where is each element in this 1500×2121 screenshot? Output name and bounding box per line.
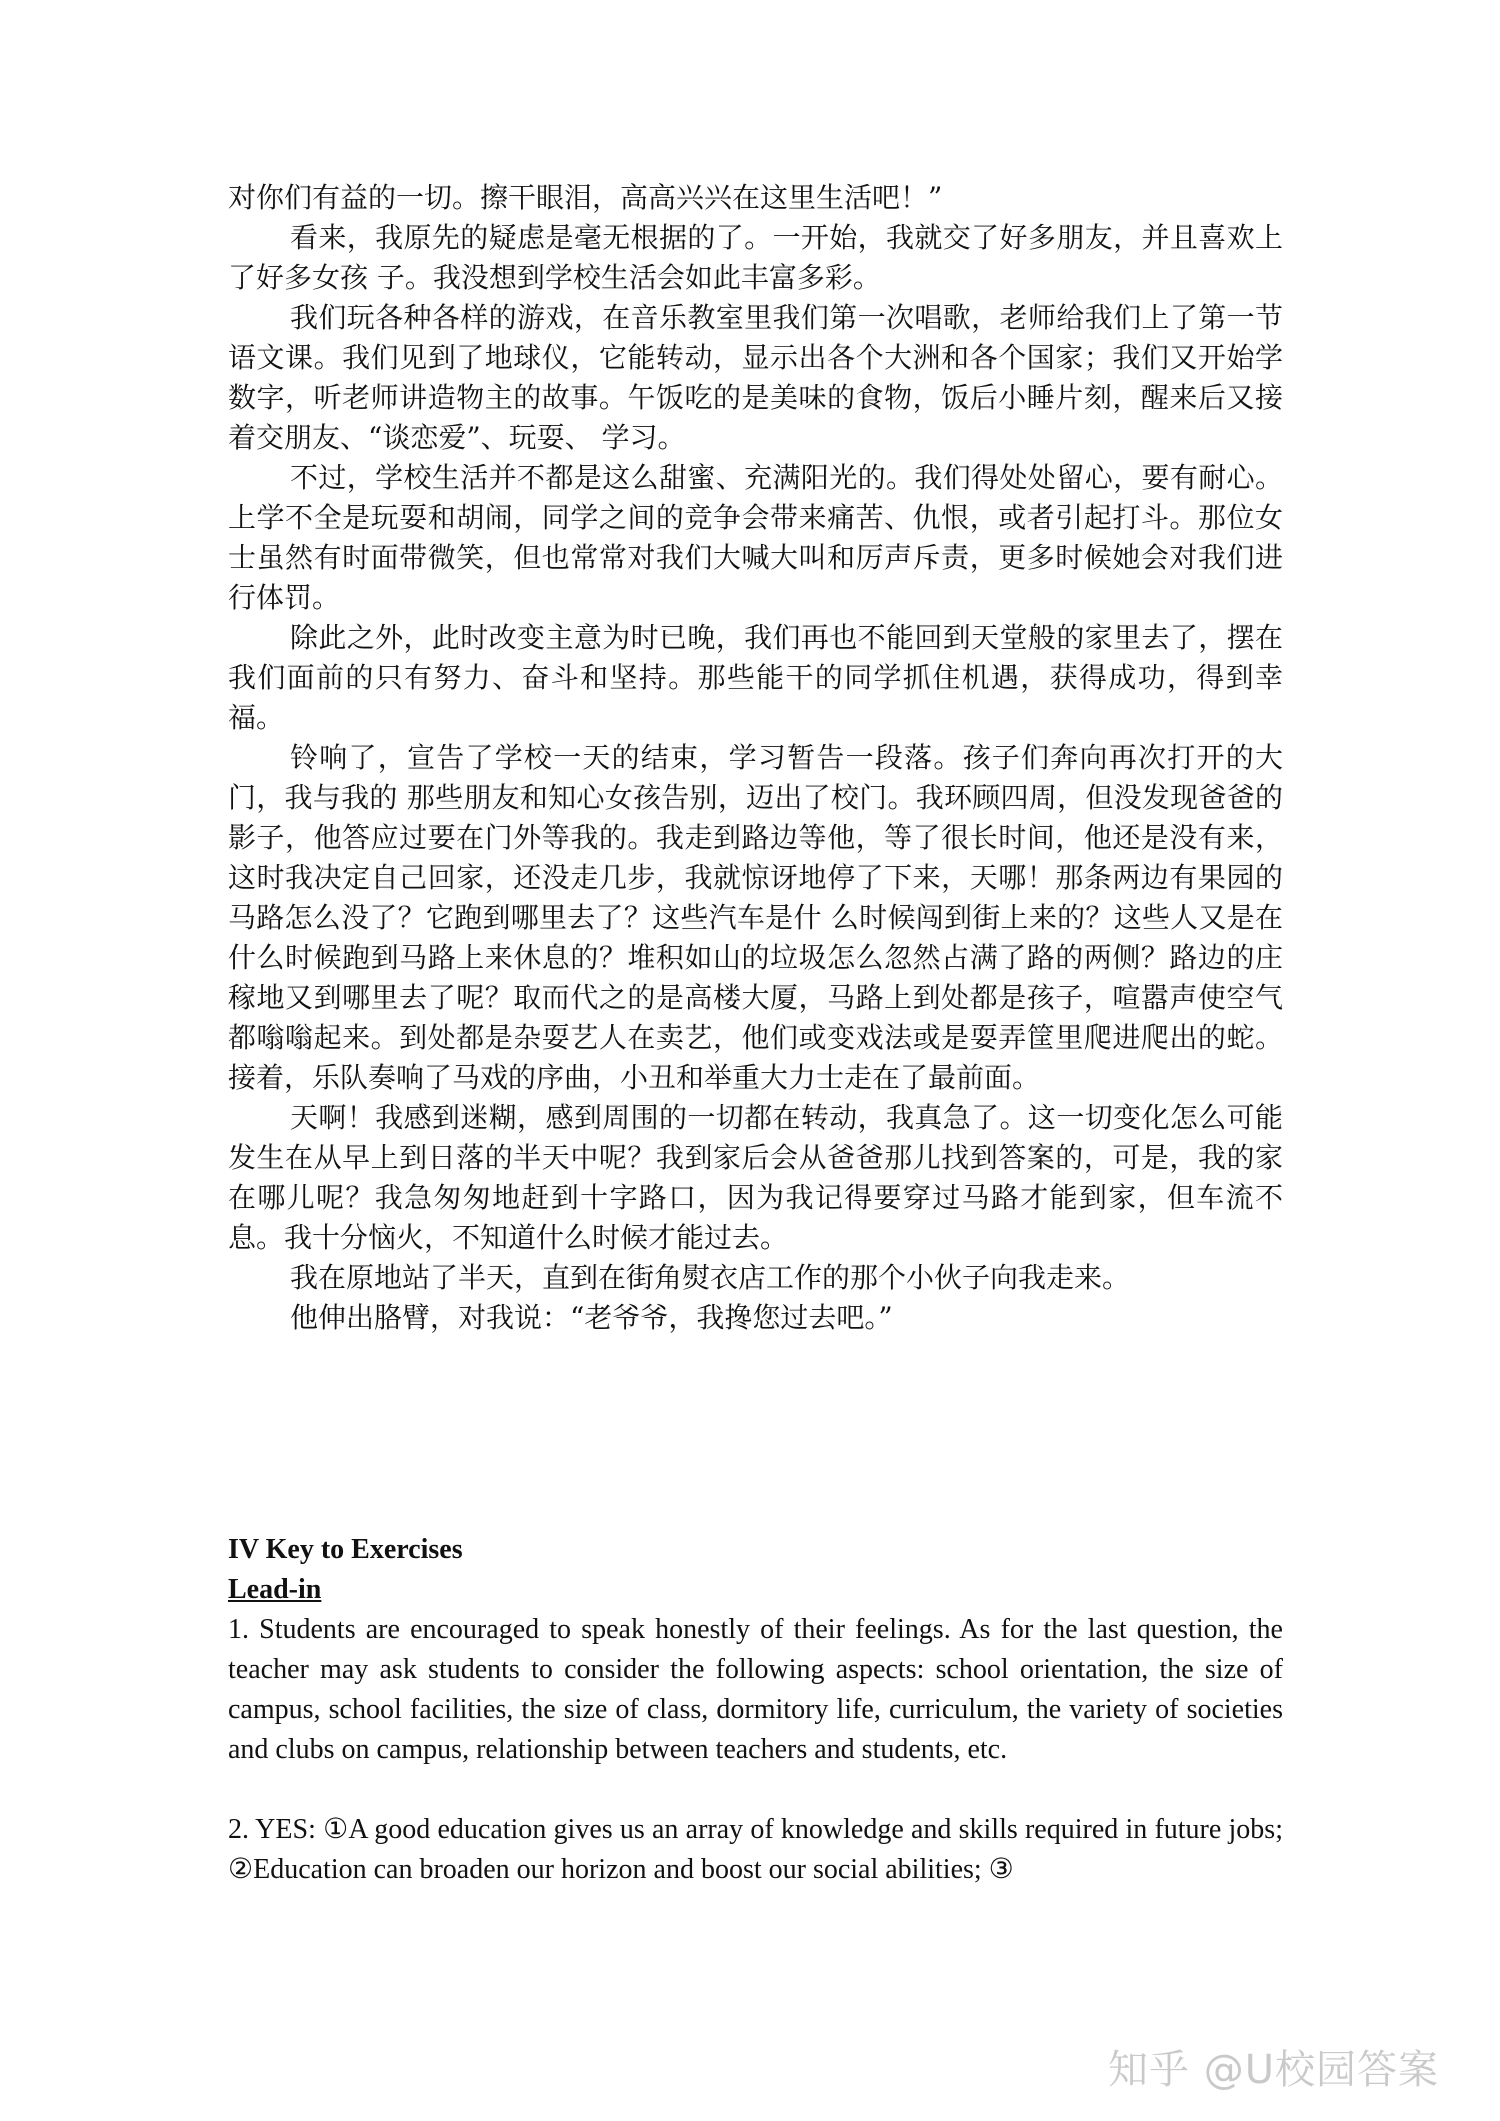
paragraph: 不过，学校生活并不都是这么甜蜜、充满阳光的。我们得处处留心，要有耐心。上学不全是玩耍和胡闹，同学之间的竞争会带来痛苦、仇恨，或者引起打斗。那位女士虽然有时面带微笑，但也常常对我们大喊大叫和厉声斥责，更多时候她会对我们进行体罚。: [228, 461, 1283, 614]
key-to-exercises-section: [228, 1530, 1283, 1890]
paragraph: 对你们有益的一切。擦干眼泪，高高兴兴在这里生活吧！”: [228, 181, 943, 214]
paragraph: 看来，我原先的疑虑是毫无根据的了。一开始，我就交了好多朋友，并且喜欢上了好多女孩 子。我没想到学校生活会如此丰富多彩。: [228, 221, 1283, 294]
answer-item: 1. Students are encouraged to speak honestly of their feelings. As for the last question, the teacher may ask students to consider the following aspects: school orientation, the size of campus, school facilities, the size of class, dormitory life, curriculum, the variety of societies and clubs on campus, relationship between teachers and students, etc.: [228, 1614, 1283, 1765]
paragraph: 我们玩各种各样的游戏，在音乐教室里我们第一次唱歌，老师给我们上了第一节语文课。我们见到了地球仪，它能转动，显示出各个大洲和各个国家；我们又开始学数字，听老师讲造物主的故事。午饭吃的是美味的食物，饭后小睡片刻，醒来后又接着交朋友、“谈恋爱”、玩耍、 学习。: [228, 301, 1283, 454]
section-title: IV Key to Exercises: [228, 1534, 463, 1565]
paragraph: 我在原地站了半天，直到在街角熨衣店工作的那个小伙子向我走来。: [290, 1261, 1131, 1294]
watermark: 知乎 @U校园答案: [1108, 2047, 1439, 2093]
answer-item: 2. YES: ①A good education gives us an array of knowledge and skills required in future jobs; ②Education can broaden our horizon and boost our social abilities; ③: [228, 1814, 1283, 1885]
paragraph: 他伸出胳臂，对我说：“老爷爷，我搀您过去吧。”: [290, 1301, 893, 1334]
paragraph: 除此之外，此时改变主意为时已晚，我们再也不能回到天堂般的家里去了，摆在我们面前的只有努力、奋斗和坚持。那些能干的同学抓住机遇，获得成功，得到幸福。: [228, 621, 1283, 734]
paragraph: 铃响了，宣告了学校一天的结束，学习暂告一段落。孩子们奔向再次打开的大门，我与我的 那些朋友和知心女孩告别，迈出了校门。我环顾四周，但没发现爸爸的影子，他答应过要在门外等我的。我走到路边等他，等了很长时间，他还是没有来，这时我决定自己回家，还没走几步，我就惊讶地停了下来，天哪！那条两边有果园的马路怎么没了？它跑到哪里去了？这些汽车是什 么时候闯到街上来的？这些人又是在什么时候跑到马路上来休息的？堆积如山的垃圾怎么忽然占满了路的两侧？路边的庄稼地又到哪里去了呢？取而代之的是高楼大厦，马路上到处都是孩子，喧嚣声使空气都嗡嗡起来。到处都是杂耍艺人在卖艺，他们或变戏法或是耍弄筐里爬进爬出的蛇。接着，乐队奏响了马戏的序曲，小丑和举重大力士走在了最前面。: [228, 741, 1283, 1094]
paragraph: 天啊！我感到迷糊，感到周围的一切都在转动，我真急了。这一切变化怎么可能发生在从早上到日落的半天中呢？我到家后会从爸爸那儿找到答案的，可是，我的家在哪儿呢？我急匆匆地赶到十字路口，因为我记得要穿过马路才能到家，但车流不息。我十分恼火，不知道什么时候才能过去。: [228, 1101, 1283, 1254]
section-subtitle: Lead-in: [228, 1574, 322, 1605]
chinese-text-block: [228, 178, 1283, 1338]
